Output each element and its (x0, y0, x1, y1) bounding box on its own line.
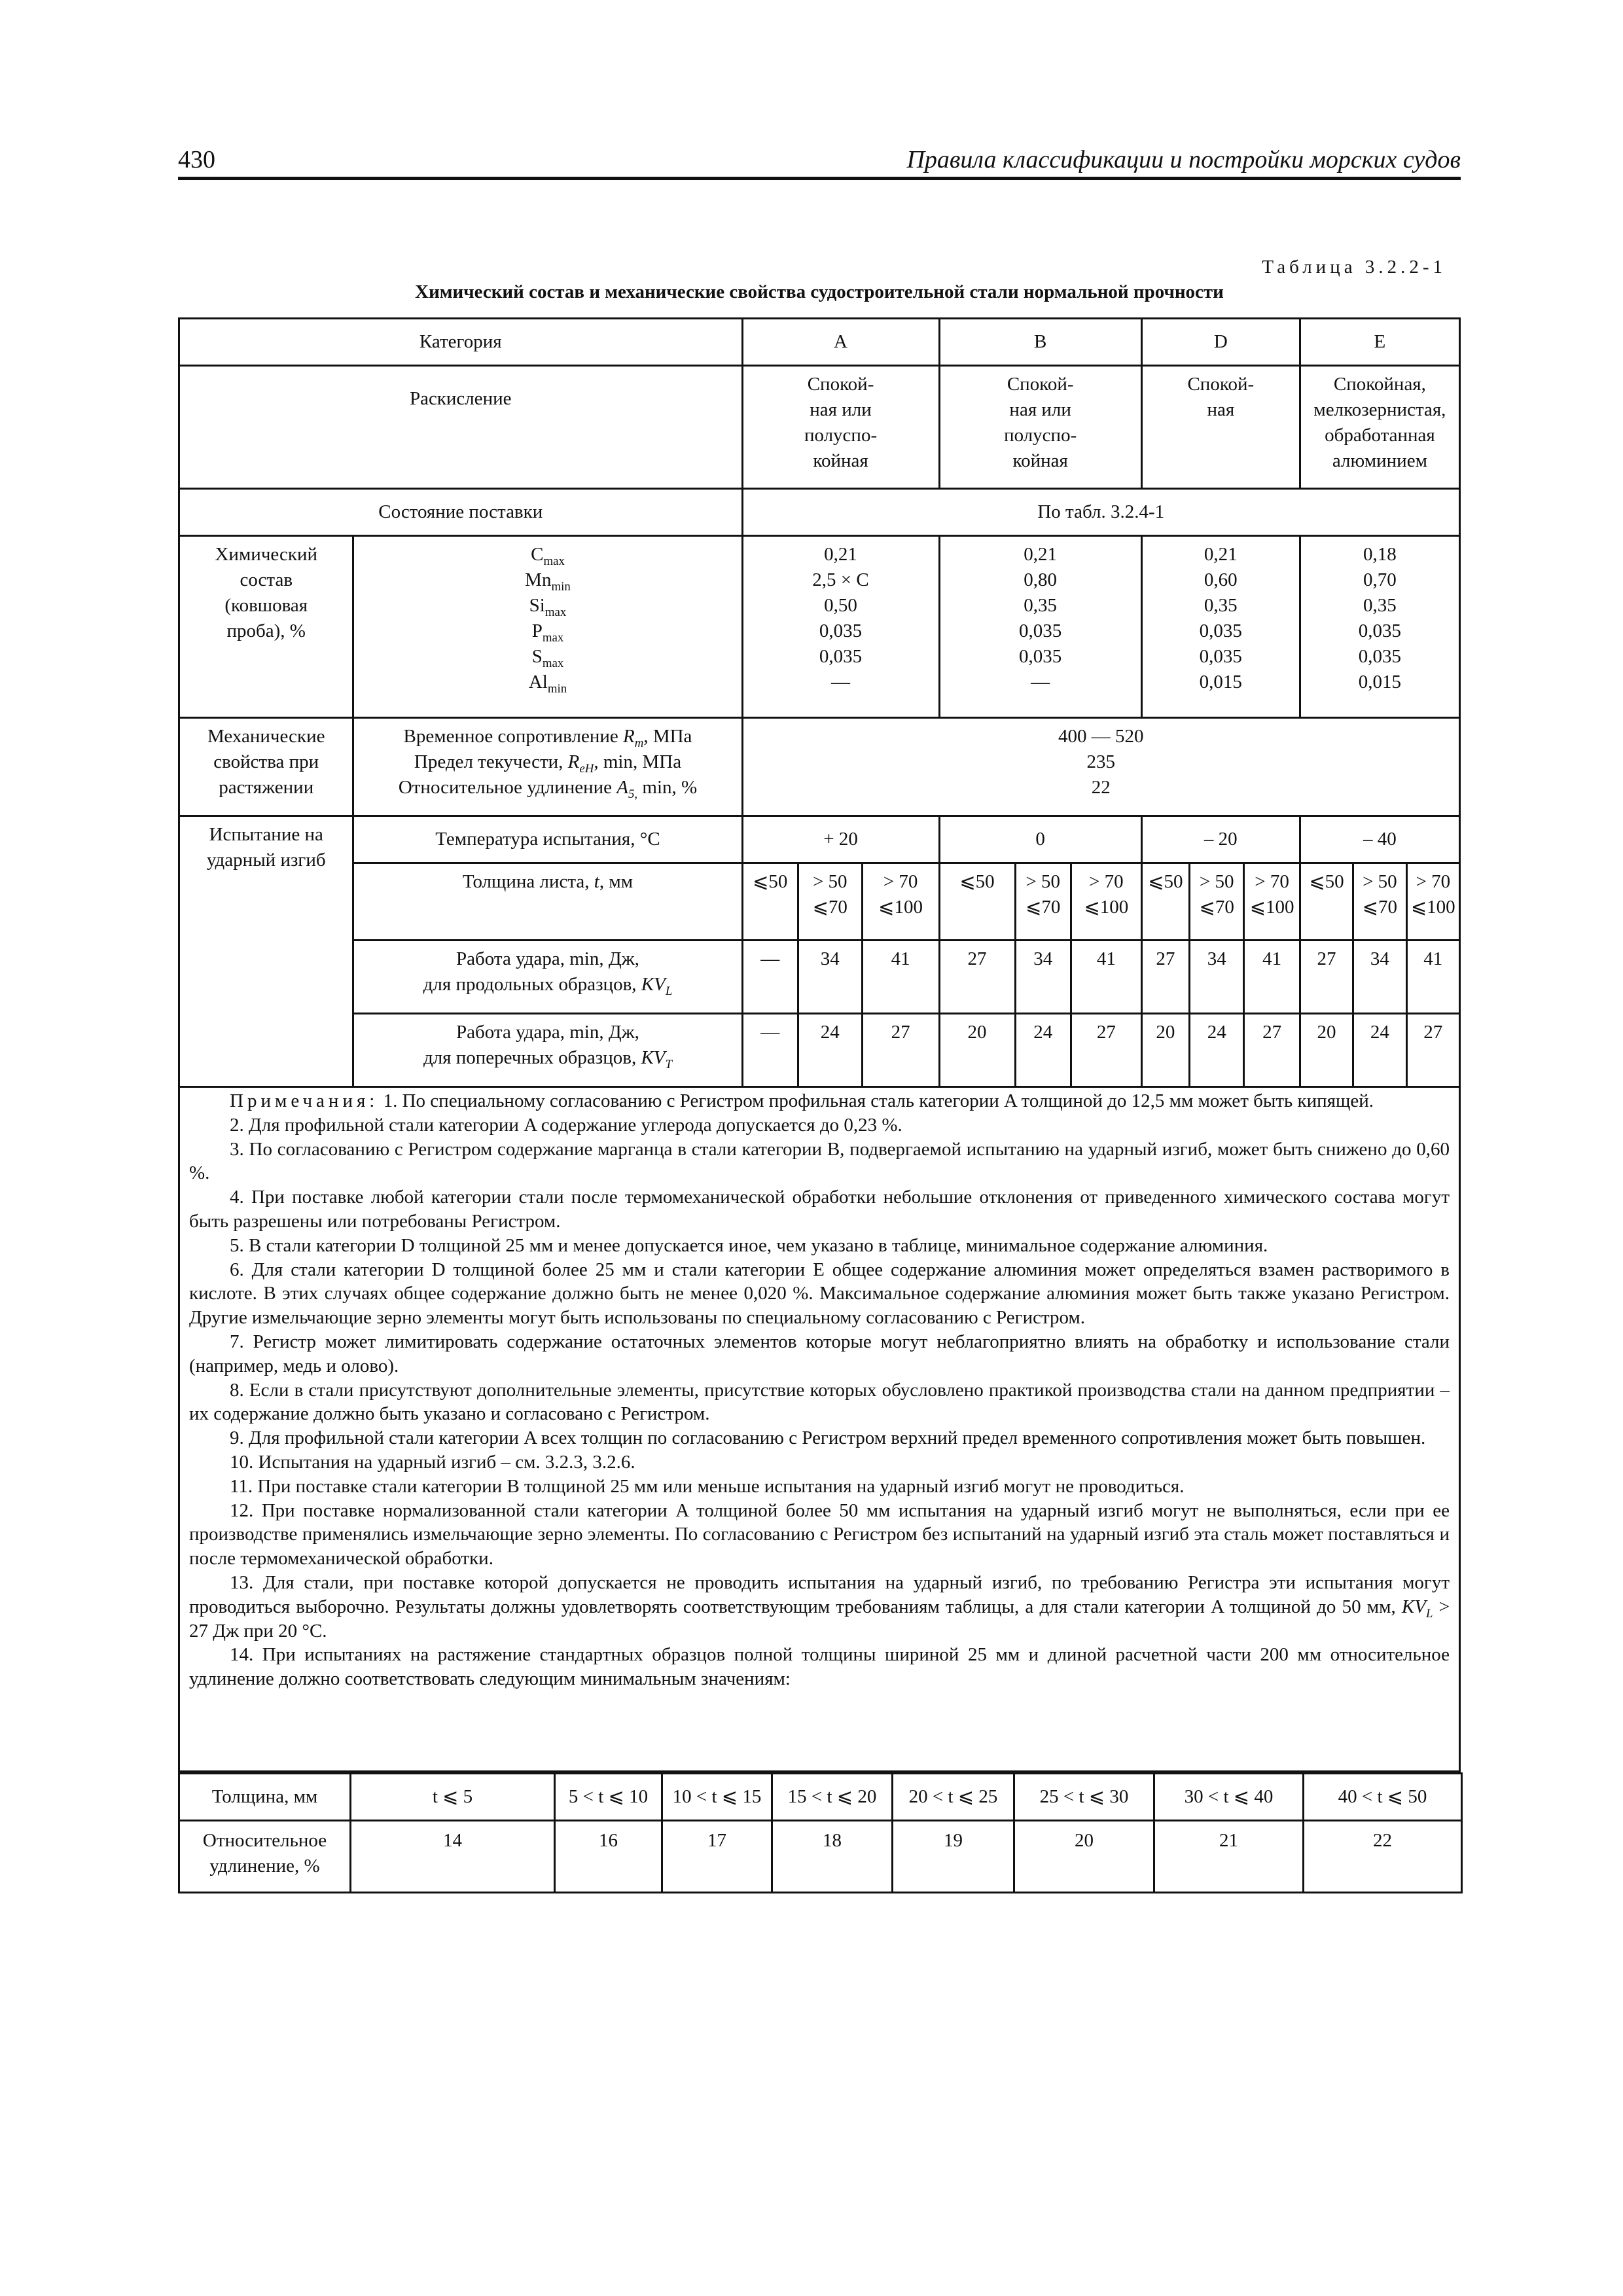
kvt-value: 20 (939, 1014, 1015, 1087)
elong-range: t ⩽ 5 (351, 1774, 555, 1821)
kvt-value: 27 (1406, 1014, 1459, 1087)
mech-prop: Предел текучести, $R_{eH}$, min, МПа (414, 751, 682, 776)
note: 5. В стали категории D толщиной 25 мм и менее допускается иное, чем указано в таблице, минимальное содержание алюминия. (230, 1234, 1268, 1256)
kvt-value: 27 (1244, 1014, 1300, 1087)
elong-value: 18 (772, 1821, 893, 1893)
chem-element: $Si_{max}$ (529, 595, 567, 619)
chem-element: $C_{max}$ (531, 544, 565, 568)
temp-a: + 20 (742, 816, 939, 863)
category-b: B (939, 319, 1141, 366)
chem-label-text: Химический состав (ковшовая проба), % (215, 544, 317, 641)
kvt-label: Работа удара, min, Дж, для поперечных образцов, $KV_T$ (353, 1014, 742, 1087)
thickness-label: Толщина листа, t, мм (353, 863, 742, 941)
thickness-range: ⩽50 (1141, 863, 1189, 941)
kvt-value: 24 (1190, 1014, 1244, 1087)
mech-label: Механические свойства при растяжении (179, 718, 353, 816)
kvl-value: 27 (1141, 941, 1189, 1014)
note: 7. Регистр может лимитировать содержание остаточных элементов которые могут неблагоприятно влиять на обработку и использование стали (например, медь и олово). (189, 1331, 1450, 1376)
deoxidation-b: Спокой- ная или полуспо- койная (939, 366, 1141, 489)
category-d: D (1141, 319, 1300, 366)
note: 9. Для профильной стали категории A всех толщин по согласованию с Регистром верхний предел временного сопротивления может быть повышен. (230, 1427, 1426, 1449)
chem-element: $P_{max}$ (531, 620, 564, 645)
deoxidation-a: Спокой- ная или полуспо- койная (742, 366, 939, 489)
kvl-value: 41 (1071, 941, 1141, 1014)
elong-range: 40 < t ⩽ 50 (1304, 1774, 1462, 1821)
chem-element: $Al_{min}$ (528, 672, 567, 696)
kvt-value: 24 (1353, 1014, 1406, 1087)
notes-block (178, 1080, 1461, 1772)
kvl-value: 34 (1353, 941, 1406, 1014)
category-a: A (742, 319, 939, 366)
thickness-range: > 50 ⩽70 (1190, 863, 1244, 941)
chem-elements (353, 536, 742, 718)
thickness-range: > 50 ⩽70 (1353, 863, 1406, 941)
kvl-value: 41 (1244, 941, 1300, 1014)
thickness-range: > 70 ⩽100 (1406, 863, 1459, 941)
elong-range: 15 < t ⩽ 20 (772, 1774, 893, 1821)
elong-value: 17 (662, 1821, 772, 1893)
kvl-value: 34 (1190, 941, 1244, 1014)
note: 4. При поставке любой категории стали после термомеханической обработки небольшие отклонения от приведенного химического состава могут быть разрешены или потребованы Регистром. (189, 1187, 1450, 1232)
kvt-value: 20 (1141, 1014, 1189, 1087)
kvl-label: Работа удара, min, Дж, для продольных образцов, $KV_L$ (353, 941, 742, 1014)
elongation-table (178, 1772, 1463, 1893)
delivery-label: Состояние поставки (179, 489, 743, 536)
deoxidation-d: Спокой- ная (1141, 366, 1300, 489)
elong-thickness-label: Толщина, мм (179, 1774, 351, 1821)
kvl-value: 27 (939, 941, 1015, 1014)
chem-element: $S_{max}$ (531, 646, 564, 670)
table-title: Химический состав и механические свойства судостроительной стали нормальной прочности (415, 281, 1224, 302)
thickness-range: ⩽50 (742, 863, 798, 941)
note: 2. Для профильной стали категории A содержание углерода допускается до 0,23 %. (230, 1114, 902, 1136)
thickness-range: > 70 ⩽100 (862, 863, 939, 941)
thickness-range: > 50 ⩽70 (798, 863, 862, 941)
mech-prop: Временное сопротивление $R_m$, МПа (403, 726, 692, 750)
elong-value: 19 (893, 1821, 1014, 1893)
kvl-value: 34 (1015, 941, 1071, 1014)
steel-properties-table (178, 317, 1461, 1088)
mech-props (353, 718, 742, 816)
elong-value: 16 (555, 1821, 662, 1893)
note: 14. При испытаниях на растяжение стандартных образцов полной толщины шириной 25 мм и длиной расчетной части 200 мм относительное удлинение должно соответствовать следующим минимальным значениям: (189, 1644, 1450, 1690)
kvl-value: 41 (862, 941, 939, 1014)
notes-prefix: Примечания: (230, 1090, 379, 1111)
temp-e: – 40 (1300, 816, 1459, 863)
elong-value: 14 (351, 1821, 555, 1893)
page-number: 430 (178, 146, 215, 173)
chem-label (179, 536, 353, 718)
elong-value: 22 (1304, 1821, 1462, 1893)
category-e: E (1300, 319, 1459, 366)
elong-value-label: Относительное удлинение, % (179, 1821, 351, 1893)
chem-values-e: 0,18 0,70 0,35 0,035 0,035 0,015 (1300, 536, 1459, 718)
kvl-value: — (742, 941, 798, 1014)
chem-values-b: 0,21 0,80 0,35 0,035 0,035 — (939, 536, 1141, 718)
kvt-value: 24 (798, 1014, 862, 1087)
deoxidation-label: Раскисление (179, 366, 743, 489)
elong-range: 30 < t ⩽ 40 (1154, 1774, 1304, 1821)
delivery-value: По табл. 3.2.4-1 (742, 489, 1460, 536)
kvl-value: 41 (1406, 941, 1459, 1014)
chem-values-a: 0,21 2,5 × C 0,50 0,035 0,035 — (742, 536, 939, 718)
note: 3. По согласованию с Регистром содержание марганца в стали категории B, подвергаемой испытанию на ударный изгиб, может быть снижено до 0,60 %. (189, 1138, 1450, 1184)
note: Примечания: 1. По специальному согласованию с Регистром профильная сталь категории A толщиной до 12,5 мм может быть кипящей. (230, 1090, 1374, 1111)
thickness-range: > 50 ⩽70 (1015, 863, 1071, 941)
category-header: Категория (179, 319, 743, 366)
temp-label: Температура испытания, °C (353, 816, 742, 863)
note: 6. Для стали категории D толщиной более 25 мм и стали категории E общее содержание алюминия может определяться взамен растворимого в кислоте. В этих случаях общее содержание должно быть не менее 0,020 %. Максимальное содержание алюминия может быть также указано Регистром. Другие измельчающие зерно элементы могут быть использованы по специальному согласованию с Регистром. (189, 1259, 1450, 1329)
kvt-value: 20 (1300, 1014, 1353, 1087)
elong-range: 10 < t ⩽ 15 (662, 1774, 772, 1821)
elong-range: 20 < t ⩽ 25 (893, 1774, 1014, 1821)
thickness-range: > 70 ⩽100 (1071, 863, 1141, 941)
kvt-value: 27 (862, 1014, 939, 1087)
page-header (178, 145, 1461, 178)
kvl-value: 34 (798, 941, 862, 1014)
impact-label: Испытание на ударный изгиб (179, 816, 353, 1087)
header-rule (178, 177, 1461, 180)
elong-range: 5 < t ⩽ 10 (555, 1774, 662, 1821)
kvt-value: — (742, 1014, 798, 1087)
note: 10. Испытания на ударный изгиб – см. 3.2.3, 3.2.6. (230, 1451, 635, 1473)
note: 13. Для стали, при поставке которой допускается не проводить испытания на ударный изгиб, по требованию Регистра эти испытания могут проводиться выборочно. Результаты должны удовлетворять соответствующим требованиям таблицы, а для стали категории A толщиной до 50 мм, $KV_L > 27$ Дж при 20 °C. (189, 1571, 1450, 1641)
temp-d: – 20 (1141, 816, 1300, 863)
thickness-range: ⩽50 (1300, 863, 1353, 941)
kvl-value: 27 (1300, 941, 1353, 1014)
kvt-value: 27 (1071, 1014, 1141, 1087)
note: 12. При поставке нормализованной стали категории A толщиной более 50 мм испытания на ударный изгиб могут не выполняться, если при ее производстве применялись измельчающие зерно элементы. По согласованию с Регистром без испытаний на ударный изгиб эта сталь может поставляться и после термомеханической обработки. (189, 1499, 1450, 1570)
deoxidation-e: Спокойная, мелкозернистая, обработанная алюминием (1300, 366, 1459, 489)
thickness-range: ⩽50 (939, 863, 1015, 941)
note: 11. При поставке стали категории B толщиной 25 мм или меньше испытания на ударный изгиб могут не проводиться. (230, 1475, 1185, 1497)
elong-range: 25 < t ⩽ 30 (1014, 1774, 1154, 1821)
note: 8. Если в стали присутствуют дополнительные элементы, присутствие которых обусловлено практикой производства стали на данном предприятии – их содержание должно быть указано и согласовано с Регистром. (189, 1379, 1450, 1425)
mech-values: 400 — 520 235 22 (742, 718, 1460, 816)
mech-prop: Относительное удлинение $A_{5,}$ min, % (398, 777, 698, 801)
elong-value: 20 (1014, 1821, 1154, 1893)
kvt-value: 24 (1015, 1014, 1071, 1087)
temp-b: 0 (939, 816, 1141, 863)
table-label: Таблица 3.2.2-1 (1262, 257, 1446, 278)
chem-element: $Mn_{min}$ (525, 569, 571, 594)
elong-value: 21 (1154, 1821, 1304, 1893)
running-title: Правила классификации и постройки морских судов (906, 146, 1461, 173)
thickness-range: > 70 ⩽100 (1244, 863, 1300, 941)
chem-values-d: 0,21 0,60 0,35 0,035 0,035 0,015 (1141, 536, 1300, 718)
